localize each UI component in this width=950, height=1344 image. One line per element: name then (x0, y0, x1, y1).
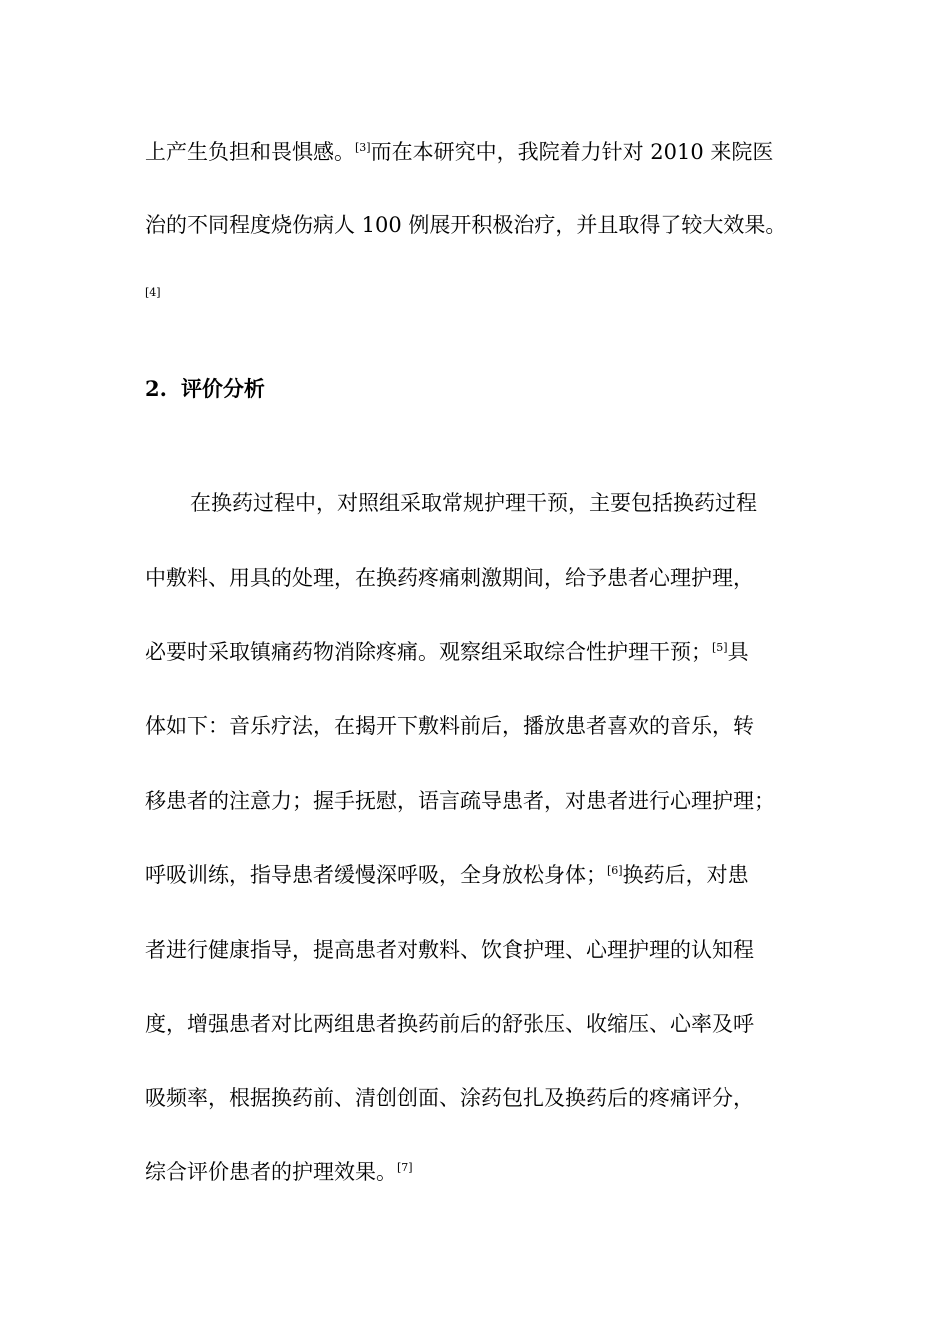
citation-ref: [6] (607, 864, 623, 877)
section-title: 评价分析 (180, 376, 265, 401)
citation-ref: [7] (397, 1161, 413, 1174)
intro-text: 治的不同程度烧伤病人 100 例展开积极治疗，并且取得了较大效果。 (145, 213, 787, 237)
para-text: 移患者的注意力；握手抚慰，语言疏导患者，对患者进行心理护理； (145, 789, 775, 813)
para-text: 度，增强患者对比两组患者换药前后的舒张压、收缩压、心率及呼 (145, 1012, 754, 1036)
citation-ref: [3] (355, 141, 371, 154)
para-line-5 (145, 786, 775, 816)
para-text: 在换药过程中，对照组采取常规护理干预，主要包括换药过程 (190, 491, 757, 515)
intro-line-3 (145, 282, 161, 312)
intro-text: 上产生负担和畏惧感。 (145, 140, 355, 164)
para-text: 必要时采取镇痛药物消除疼痛。观察组采取综合性护理干预； (145, 640, 712, 664)
para-text: 体如下：音乐疗法，在揭开下敷料前后，播放患者喜欢的音乐，转 (145, 714, 754, 738)
para-line-4 (145, 711, 754, 741)
para-text: 综合评价患者的护理效果。 (145, 1160, 397, 1184)
para-line-1 (190, 488, 757, 518)
para-text: 者进行健康指导，提高患者对敷料、饮食护理、心理护理的认知程 (145, 938, 754, 962)
para-text: 中敷料、用具的处理，在换药疼痛刺激期间，给予患者心理护理， (145, 566, 754, 590)
section-number: 2. (145, 376, 167, 401)
para-text: 具 (727, 640, 749, 664)
intro-line-2 (145, 210, 786, 240)
para-line-8 (145, 1009, 754, 1039)
para-text: 换药后，对患 (622, 863, 749, 887)
para-line-7 (145, 935, 754, 965)
para-line-10 (145, 1157, 413, 1187)
section-heading (145, 374, 265, 404)
para-text: 呼吸训练，指导患者缓慢深呼吸，全身放松身体； (145, 863, 607, 887)
para-line-6 (145, 860, 749, 890)
citation-ref: [4] (145, 286, 161, 299)
para-line-3 (145, 637, 749, 667)
intro-text: 而在本研究中，我院着力针对 2010 来院医 (370, 140, 774, 164)
citation-ref: [5] (712, 641, 728, 654)
para-text: 吸频率，根据换药前、清创创面、涂药包扎及换药后的疼痛评分， (145, 1086, 754, 1110)
para-line-9 (145, 1083, 754, 1113)
intro-line-1 (145, 137, 773, 167)
para-line-2 (145, 563, 754, 593)
